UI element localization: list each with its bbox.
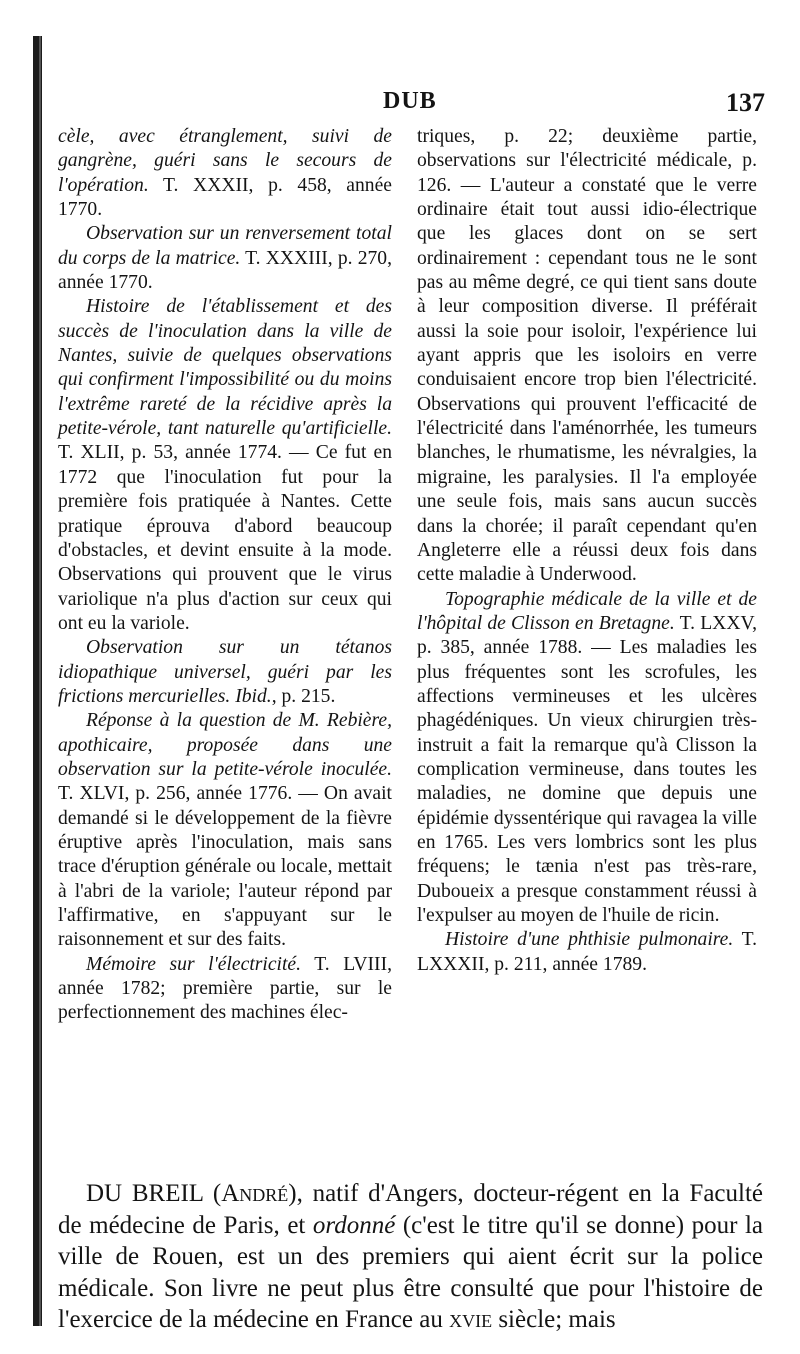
- entry-hernia: [58, 125, 392, 222]
- entry-clisson: [417, 588, 757, 929]
- entry-reference: , p. 215.: [271, 685, 336, 707]
- entry-body: — On avait demandé si le développement de la fièvre éruptive après l'inoculation, mais sans trace d'éruption générale ou locale, mettait à l'abri de la variole; l'auteur répond par l'affirmative, en s'appuyant sur le raisonnement et sur des faits.: [58, 783, 392, 951]
- page-edge-shadow: [39, 36, 41, 1326]
- entry-title: cèle, avec étranglement, suivi de gangrène, guéri sans le secours de l'opération.: [58, 126, 392, 196]
- main-entry-du-breil: [58, 1178, 763, 1336]
- entry-title: Histoire de l'établissement et des succès de l'inoculation dans la ville de Nantes, suivie de quelques observations qui confirment l'impossibilité ou du moins l'extrême rareté de la récidive après la petite-vérole, tant naturelle qu'artificielle.: [58, 296, 392, 440]
- entry-body: Les maladies les plus fréquentes sont les scrofules, les affections vermineuses et les ulcères phagédéniques. Un vieux chirurgien très-instruit a fait la remarque qu'à Clisson la complication vermineuse, dans toutes les maladies, ne domine que depuis une épidémie dyssentérique qui ravagea la ville en 1765. Les vers lombrics sont les plus fréquens; le tænia n'est pas très-rare, Duboueix a presque constamment réussi à l'expulser au moyen de l'huile de ricin.: [417, 637, 758, 926]
- right-column: [417, 125, 757, 977]
- entry-phthisie: [417, 928, 757, 977]
- main-entry-paragraph: [58, 1178, 763, 1336]
- entry-matrix: [58, 222, 392, 295]
- page-header: [60, 88, 765, 124]
- entry-inoculation: [58, 295, 392, 636]
- entry-body: triques, p. 22; deuxième partie, observations sur l'électricité médicale, p. 126. — L'auteur a constaté que le verre ordinaire était tout aussi idio-électrique que les glaces dont on se sert ordinairement : cependant tous ne le sont pas au même degré, ce qui tient sans doute à leur composition diverse. Il préférait aussi la soie pour isoloir, l'expérience lui ayant appris que les isoloirs en verre conduisaient encore trop bien l'électricité. Observations qui prouvent l'efficacité de l'électricité dans l'aménorrhée, les tumeurs blanches, le rhumatisme, les névralgies, la migraine, les paralysies. Il l'a employée une seule fois, mais sans aucun succès dans la chorée; il paraît cependant qu'en Angleterre elle a réussi deux fois dans cette maladie à Underwood.: [417, 126, 757, 586]
- entry-tetanus: [58, 636, 392, 709]
- entry-reference: T. LXXV, p. 385, année 1788. —: [417, 612, 757, 659]
- entry-reference: T. LVIII, année 1782;: [58, 953, 392, 1000]
- entry-body: première partie, sur le perfectionnement des machines élec-: [58, 978, 392, 1024]
- main-text: , natif d'Angers, docteur-régent en la Faculté de médecine de Paris, et: [58, 1180, 763, 1239]
- entry-body: Ce fut en 1772 que l'inoculation fut pour la première fois pratiquée à Nantes. Cette pratique éprouva d'abord beaucoup d'obstacles, et devint ensuite à la mode. Observations qui prouvent que le virus variolique n'a plus d'action sur ceux qui ont eu la variole.: [58, 442, 392, 634]
- century: xvie: [449, 1306, 493, 1333]
- entry-reference: T. XLVI, p. 256, année 1776.: [58, 783, 293, 805]
- entry-reponse: [58, 709, 392, 952]
- entry-title: Réponse à la question de M. Rebière, apothicaire, proposée dans une observation sur la petite-vérole inoculée.: [58, 710, 392, 780]
- entry-title: Observation sur un renversement total du corps de la matrice.: [58, 223, 392, 269]
- entry-title: Observation sur un tétanos idiopathique universel, guéri par les frictions mercurielles. Ibid.: [58, 637, 392, 707]
- entry-reference: T. XLII, p. 53, année 1774. —: [58, 442, 316, 464]
- page-number: 137: [726, 88, 765, 117]
- main-title-italic: ordonné: [312, 1211, 396, 1239]
- left-column: [58, 125, 392, 1026]
- main-text: (c'est le titre qu'il se donne) pour la ville de Rouen, est un des premiers qui aient écrit sur la police médicale. Son livre ne peut plus être consulté que pour l'histoire de l'exercice de la médecine en France au: [58, 1211, 763, 1333]
- author-name: DU BREIL: [86, 1180, 204, 1207]
- entry-title: Mémoire sur l'électricité.: [86, 953, 302, 975]
- running-head: DUB: [383, 88, 437, 114]
- entry-reference: T. LXXXII, p. 211, année 1789.: [417, 929, 757, 975]
- author-forename: (André): [212, 1180, 297, 1207]
- main-text: siècle; mais: [492, 1306, 616, 1333]
- entry-electricity-continued: [417, 125, 757, 588]
- entry-electricity: [58, 953, 392, 1026]
- entry-reference: T. XXXIII, p. 270, année 1770.: [58, 247, 392, 294]
- entry-title: Histoire d'une phthisie pulmonaire.: [445, 929, 734, 951]
- entry-reference: T. XXXII, p. 458, année 1770.: [58, 174, 392, 221]
- entry-title: Topographie médicale de la ville et de l'hôpital de Clisson en Bretagne.: [417, 588, 757, 634]
